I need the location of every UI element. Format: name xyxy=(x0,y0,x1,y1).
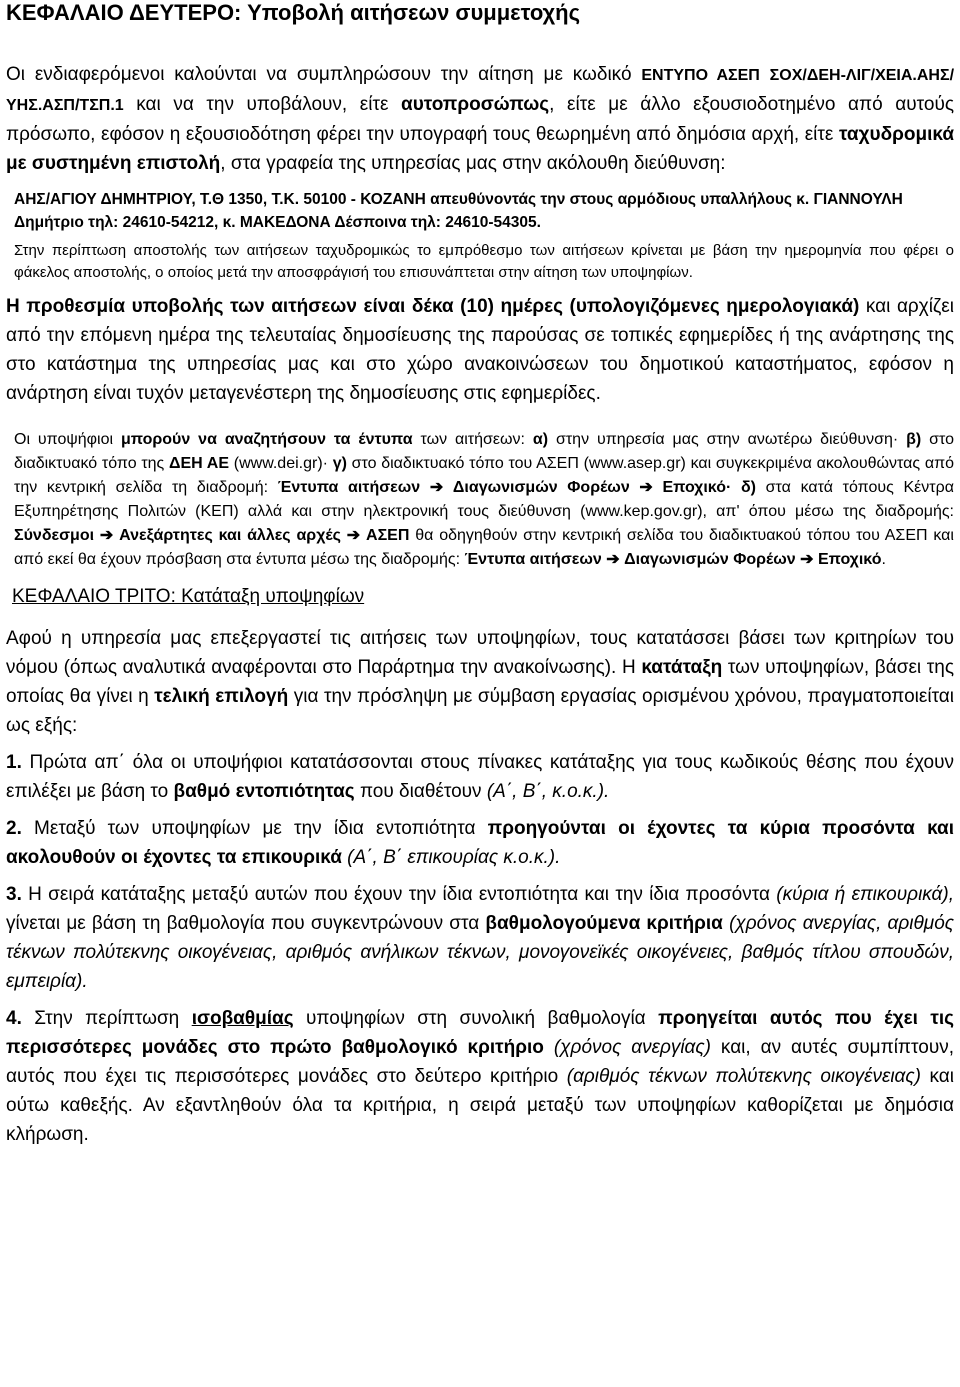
path-step: Σύνδεσμοι xyxy=(14,527,95,544)
rule-3 xyxy=(6,880,954,996)
bold-text: βαθμό εντοπιότητας xyxy=(173,781,355,802)
text: , είτε με άλλο εξουσιοδοτημένο από αυτούς πρόσωπο, εφόσον η εξουσιοδότηση φέρει την υπογραφή τους θεωρημένη από δημόσια αρχή, είτε xyxy=(6,94,954,145)
rule-number: 4. xyxy=(6,1008,22,1029)
bold-text: ταχυδρομικά με συστημένη επιστολή xyxy=(6,124,954,174)
bold-text: μπορούν να αναζητήσουν τα έντυπα xyxy=(121,431,413,448)
list-marker: · δ) xyxy=(725,479,756,496)
bold-text: κατάταξη xyxy=(641,657,723,678)
text: και αρχίζει από την επόμενη ημέρα της τελευταίας δημοσίευσης της παρούσας σε τοπικές εφημερίδες ή της ανάρτησης της στο κατάστημα της υπηρεσίας μας και στο χώρο ανακοινώσεων του δημοτικού καταστήματος, εφόσον η ανάρτηση είναι τυχόν μεταγενέστερη της δημοσίευσης στις εφημερίδες. xyxy=(6,296,954,404)
text: στα κατά τόπους Κέντρα Εξυπηρέτησης Πολιτών (ΚΕΠ) αλλά και στην ηλεκτρονική τους διεύθυνση (www.kep.gov.gr), απ' όπου μέσω της διαδρομής: xyxy=(14,479,954,520)
rule-2 xyxy=(6,814,954,872)
italic-text: (κύρια ή επικουρικά), xyxy=(776,884,954,905)
arrow-right-icon: ➔ xyxy=(606,551,620,568)
bold-text: προηγείται αυτός που έχει τις περισσότερες μονάδες στο πρώτο βαθμολογικό κριτήριο xyxy=(6,1008,955,1058)
form-code: ΕΝΤΥΠΟ ΑΣΕΠ xyxy=(641,67,760,84)
path-step: Έντυπα αιτήσεων xyxy=(464,551,602,568)
text: θα οδηγηθούν στην κεντρική σελίδα του διαδικτυακού τόπου του ΑΣΕΠ και από εκεί θα έχουν πρόσβαση στα έντυπα μέσω της διαδρομής: xyxy=(14,527,954,568)
text: στο διαδικτυακό τόπο του ΑΣΕΠ (www.asep.gr) και συγκεκριμένα ακολουθώντας από την κεντρική σελίδα τη διαδρομή: xyxy=(14,455,955,496)
text: (www.dei.gr)· xyxy=(229,455,333,472)
arrow-right-icon: ➔ xyxy=(639,479,653,496)
bold-text: Η προθεσμία υποβολής των αιτήσεων είναι δέκα (10) ημέρες (υπολογιζόμενες ημερολογιακά) xyxy=(6,296,860,317)
chapter-two-title: ΚΕΦΑΛΑΙΟ ΔΕΥΤΕΡΟ: Υποβολή αιτήσεων συμμετοχής xyxy=(6,0,581,25)
text: στην υπηρεσία μας στην ανωτέρω διεύθυνση· xyxy=(548,431,907,448)
arrow-right-icon: ➔ xyxy=(429,479,444,496)
text: . xyxy=(881,551,886,568)
text: Στην περίπτωση xyxy=(21,1008,192,1029)
arrow-right-icon: ➔ xyxy=(99,527,114,544)
text: Οι ενδιαφερόμενοι καλούνται να συμπληρώσουν την αίτηση με κωδικό xyxy=(6,64,642,85)
bold-text: ισοβαθμίας xyxy=(191,1008,294,1029)
bold-text: βαθμολογούμενα κριτήρια xyxy=(485,913,723,934)
text: και, αν αυτές συμπίπτουν, αυτός που έχει τις περισσότερες μονάδες στο δεύτερο κριτήριο xyxy=(6,1037,954,1087)
text: , στα γραφεία της υπηρεσίας μας στην ακόλουθη διεύθυνση: xyxy=(220,153,726,174)
italic-text: (Α΄, Β΄, κ.ο.κ.). xyxy=(486,781,610,802)
italic-text: (αριθμός τέκνων πολύτεκνης οικογένειας) xyxy=(566,1066,921,1087)
rule-number: 1. xyxy=(6,752,22,773)
path-step: Εποχικό xyxy=(662,479,726,496)
ranking-intro xyxy=(6,624,954,740)
text: και να την υποβάλουν, είτε xyxy=(123,94,402,115)
form-code: ΣΟΧ/ΔΕΗ-ΛΙΓ/ΧΕΙΑ.ΑΗΣ/ΥΗΣ.ΑΣΠ/ΤΣΠ.1 xyxy=(6,67,955,114)
bold-text: προηγούνται οι έχοντες τα κύρια προσόντα και ακολουθούν οι έχοντες τα επικουρικά xyxy=(6,818,954,868)
path-step: Διαγωνισμών Φορέων xyxy=(624,551,796,568)
postal-note: Στην περίπτωση αποστολής των αιτήσεων ταχυδρομικώς το εμπρόθεσμο των αιτήσεων κρίνεται με βάση την ημερομηνία που φέρει ο φάκελος αποστολής, ο οποίος μετά την αποσφράγισή του επισυνάπτεται στην αίτηση των υποψηφίων. xyxy=(14,242,954,281)
list-marker: β) xyxy=(906,431,922,448)
text: στο διαδικτυακό τόπο της xyxy=(14,431,955,472)
bold-text: αυτοπροσώπως xyxy=(401,94,550,115)
bold-text: τελική επιλογή xyxy=(154,686,289,707)
italic-text: (χρόνος ανεργίας, αριθμός τέκνων πολύτεκνης οικογένειας, αριθμός ανήλικων τέκνων, μονογονεϊκές οικογένειες, βαθμός τίτλου σπουδών, εμπειρία). xyxy=(6,913,955,992)
rule-4 xyxy=(6,1004,954,1149)
text: Οι υποψήφιοι xyxy=(14,431,121,448)
text: Η σειρά κατάταξης μεταξύ αυτών που έχουν την ίδια εντοπιότητα και την ίδια προσόντα xyxy=(21,884,777,905)
text: Αφού η υπηρεσία μας επεξεργαστεί τις αιτήσεις των υποψηφίων, τους κατατάσσει βάσει των κριτηρίων του νόμου (όπως αναλυτικά αναφέρονται στο Παράρτημα την ανακοίνωσης). Η xyxy=(6,628,954,678)
text: Μεταξύ των υποψηφίων με την ίδια εντοπιότητα xyxy=(21,818,488,839)
forms-paragraph xyxy=(14,428,954,572)
path-step: Εποχικό xyxy=(817,551,882,568)
rule-number: 2. xyxy=(6,818,22,839)
italic-text: (χρόνος ανεργίας) xyxy=(543,1037,711,1058)
path-step: Ανεξάρτητες και άλλες αρχές xyxy=(119,527,341,544)
path-step: Διαγωνισμών Φορέων xyxy=(452,479,630,496)
rule-1 xyxy=(6,748,954,806)
bold-text: ΔΕΗ ΑΕ xyxy=(168,455,230,472)
list-marker: γ) xyxy=(332,455,347,472)
text: υποψηφίων στη συνολική βαθμολογία xyxy=(293,1008,659,1029)
text: για την πρόσληψη με σύμβαση εργασίας ορισμένου χρόνου, πραγματοποιείται ως εξής: xyxy=(6,686,955,736)
path-step: Έντυπα αιτήσεων xyxy=(277,479,421,496)
text: που διαθέτουν xyxy=(354,781,487,802)
path-step: ΑΣΕΠ xyxy=(366,527,410,544)
deadline-paragraph xyxy=(6,292,954,408)
address-block: ΑΗΣ/ΑΓΙΟΥ ΔΗΜΗΤΡΙΟΥ, Τ.Θ 1350, Τ.Κ. 50100 - ΚΟΖΑΝΗ απευθύνοντάς την στους αρμόδιους υπαλλήλους κ. ΓΙΑΝΝΟΥΛΗ Δημήτριο τηλ: 24610-54212, κ. ΜΑΚΕΔΟΝΑ Δέσποινα τηλ: 24610-54305. xyxy=(14,191,903,231)
arrow-right-icon: ➔ xyxy=(800,551,814,568)
text: Πρώτα απ΄ όλα οι υποψήφιοι κατατάσσονται στους πίνακες κατάταξης για τους κωδικούς θέσης που έχουν επιλέξει με βάση το xyxy=(6,752,954,802)
text: των αιτήσεων: xyxy=(412,431,533,448)
arrow-right-icon: ➔ xyxy=(346,527,361,544)
italic-text: (Α΄, Β΄ επικουρίας κ.ο.κ.). xyxy=(341,847,561,868)
list-marker: α) xyxy=(532,431,549,448)
text: και ούτω καθεξής. Αν εξαντληθούν όλα τα κριτήρια, η σειρά μεταξύ των υποψηφίων καθορίζεται με δημόσια κλήρωση. xyxy=(6,1066,954,1145)
intro-paragraph xyxy=(6,60,954,178)
text: των υποψηφίων, βάσει της οποίας θα γίνει η xyxy=(6,657,954,707)
rule-number: 3. xyxy=(6,884,22,905)
chapter-three-heading-wrap xyxy=(6,584,954,610)
text: γίνεται με βάση τη βαθμολογία που συγκεντρώνουν στα xyxy=(6,913,486,934)
chapter-three-title: ΚΕΦΑΛΑΙΟ ΤΡΙΤΟ: Κατάταξη υποψηφίων xyxy=(12,586,365,607)
